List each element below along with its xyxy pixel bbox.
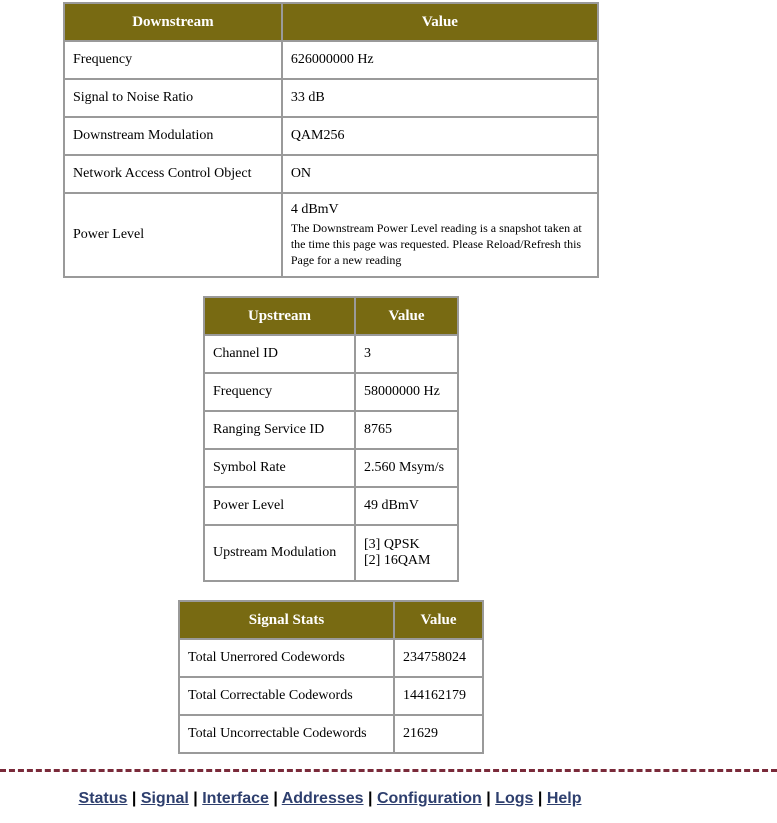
row-label: Frequency bbox=[64, 41, 282, 79]
nav-status-link[interactable]: Status bbox=[78, 790, 128, 807]
power-level-value: 4 dBmV bbox=[290, 202, 339, 217]
table-row bbox=[179, 677, 483, 715]
nav-separator: | bbox=[486, 790, 491, 807]
row-value: QAM256 bbox=[282, 117, 598, 155]
row-label: Power Level bbox=[64, 193, 282, 277]
table-header-row bbox=[179, 601, 483, 639]
nav-separator: | bbox=[193, 790, 198, 807]
nav-signal-link[interactable]: Signal bbox=[140, 790, 189, 807]
table-header-row bbox=[64, 3, 598, 41]
row-value: 33 dB bbox=[282, 79, 598, 117]
row-value: 144162179 bbox=[394, 677, 483, 715]
row-value: 234758024 bbox=[394, 639, 483, 677]
row-label: Upstream Modulation bbox=[204, 525, 355, 581]
row-label: Total Unerrored Codewords bbox=[179, 639, 394, 677]
row-value: 3 bbox=[355, 335, 458, 373]
dashed-divider bbox=[0, 769, 777, 772]
modulation-value-1: [3] QPSK bbox=[364, 537, 420, 552]
table-row bbox=[64, 117, 598, 155]
row-value bbox=[355, 525, 458, 581]
table-header-row bbox=[204, 297, 458, 335]
table-row bbox=[64, 79, 598, 117]
table-row bbox=[64, 193, 598, 277]
power-level-note: The Downstream Power Level reading is a snapshot taken at the time this page was requested. Please Reload/Refresh this Page for a new reading bbox=[290, 221, 582, 267]
footer-nav bbox=[0, 790, 660, 808]
value-header: Value bbox=[394, 601, 483, 639]
nav-addresses-link[interactable]: Addresses bbox=[281, 790, 364, 807]
table-row bbox=[204, 449, 458, 487]
table-row bbox=[64, 155, 598, 193]
nav-interface-link[interactable]: Interface bbox=[202, 790, 269, 807]
table-row bbox=[64, 41, 598, 79]
row-label: Total Correctable Codewords bbox=[179, 677, 394, 715]
table-row bbox=[179, 715, 483, 753]
downstream-table bbox=[63, 2, 599, 278]
nav-configuration-link[interactable]: Configuration bbox=[376, 790, 482, 807]
nav-separator: | bbox=[368, 790, 373, 807]
signal-stats-table bbox=[178, 600, 484, 754]
row-value: ON bbox=[282, 155, 598, 193]
row-value: 21629 bbox=[394, 715, 483, 753]
nav-separator: | bbox=[273, 790, 278, 807]
upstream-header: Upstream bbox=[204, 297, 355, 335]
row-value: 58000000 Hz bbox=[355, 373, 458, 411]
row-label: Frequency bbox=[204, 373, 355, 411]
table-row bbox=[204, 525, 458, 581]
row-label: Total Uncorrectable Codewords bbox=[179, 715, 394, 753]
table-row bbox=[204, 487, 458, 525]
row-value: 626000000 Hz bbox=[282, 41, 598, 79]
signal-stats-header: Signal Stats bbox=[179, 601, 394, 639]
row-value: 8765 bbox=[355, 411, 458, 449]
value-header: Value bbox=[355, 297, 458, 335]
row-label: Signal to Noise Ratio bbox=[64, 79, 282, 117]
table-row bbox=[204, 335, 458, 373]
nav-separator: | bbox=[131, 790, 137, 807]
table-row bbox=[179, 639, 483, 677]
row-label: Downstream Modulation bbox=[64, 117, 282, 155]
nav-separator: | bbox=[537, 790, 543, 807]
row-value: 2.560 Msym/s bbox=[355, 449, 458, 487]
modulation-value-2: [2] 16QAM bbox=[364, 553, 431, 568]
row-label: Network Access Control Object bbox=[64, 155, 282, 193]
row-label: Power Level bbox=[204, 487, 355, 525]
table-row bbox=[204, 411, 458, 449]
nav-help-link[interactable]: Help bbox=[546, 790, 582, 807]
value-header: Value bbox=[282, 3, 598, 41]
row-label: Ranging Service ID bbox=[204, 411, 355, 449]
nav-logs-link[interactable]: Logs bbox=[495, 790, 534, 807]
upstream-table bbox=[203, 296, 459, 582]
row-value bbox=[282, 193, 598, 277]
row-label: Symbol Rate bbox=[204, 449, 355, 487]
row-value: 49 dBmV bbox=[355, 487, 458, 525]
table-row bbox=[204, 373, 458, 411]
downstream-header: Downstream bbox=[64, 3, 282, 41]
row-label: Channel ID bbox=[204, 335, 355, 373]
